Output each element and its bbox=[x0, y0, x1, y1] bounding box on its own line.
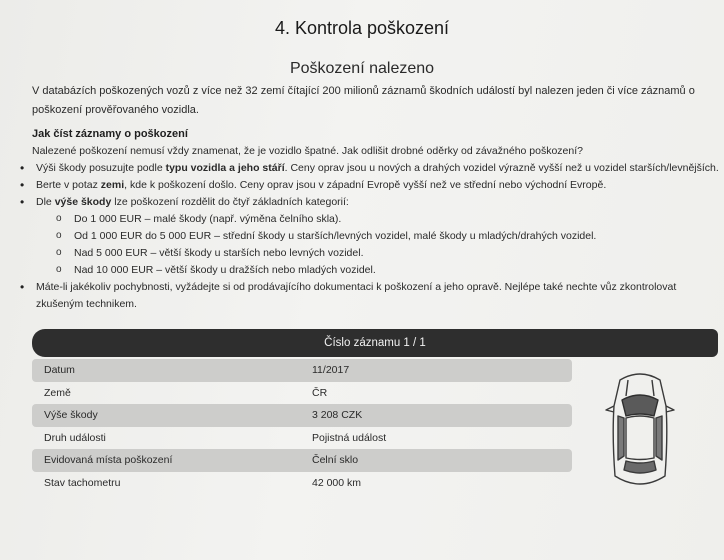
row-label: Stav tachometru bbox=[44, 476, 121, 489]
bullet-bold: zemi bbox=[100, 179, 125, 191]
list-item bbox=[20, 194, 724, 211]
howto-subtitle: Nalezené poškození nemusí vždy znamenat, že je vozidlo špatné. Jak odlišit drobné oděrky od závažného poškození? bbox=[32, 145, 583, 157]
section-subtitle: Poškození nalezeno bbox=[289, 60, 435, 77]
howto-list bbox=[20, 160, 724, 313]
table-row bbox=[32, 449, 572, 472]
record-table bbox=[32, 359, 572, 494]
howto-title: Jak číst záznamy o poškození bbox=[32, 128, 188, 140]
record-header: Číslo záznamu 1 / 1 bbox=[32, 329, 718, 357]
bullet-text: Dle bbox=[36, 196, 55, 208]
category-item: o Nad 10 000 EUR – větší škody u dražších nebo mladých vozidel. bbox=[20, 262, 724, 279]
table-row bbox=[32, 404, 572, 427]
table-row bbox=[32, 427, 572, 450]
row-value: Pojistná událost bbox=[312, 431, 387, 444]
row-value: Čelní sklo bbox=[312, 454, 359, 466]
row-value: 42 000 km bbox=[312, 476, 362, 489]
bullet-bold: typu vozidla a jeho stáří bbox=[165, 162, 285, 174]
page-title: 4. Kontrola poškození bbox=[274, 18, 450, 38]
table-row bbox=[32, 359, 572, 382]
category-item: o Nad 5 000 EUR – větší škody u starších nebo levných vozidel. bbox=[20, 245, 724, 262]
list-item: • Máte-li jakékoliv pochybnosti, vyžádejte si od prodávajícího dokumentaci k poškození a jeho opravě. Nejlépe také nechte vůz zkontrolovat zkušeným technikem. bbox=[20, 279, 724, 313]
row-value: 11/2017 bbox=[312, 364, 350, 376]
row-label: Evidovaná místa poškození bbox=[44, 454, 173, 466]
car-diagram-icon bbox=[598, 366, 682, 496]
list-item bbox=[20, 160, 724, 177]
category-item: o Do 1 000 EUR – malé škody (např. výměna čelního skla). bbox=[20, 211, 724, 228]
bullet-text: . Ceny oprav jsou u nových a drahých vozidel výrazně vyšší než u vozidel starších/levnějších. bbox=[284, 162, 719, 174]
table-row bbox=[32, 472, 572, 495]
row-label: Výše škody bbox=[44, 409, 98, 421]
intro-paragraph: V databázích poškozených vozů z více než 32 zemí čítající 200 milionů záznamů škodních událostí byl nalezen jeden či více záznamů o poškození prověřovaného vozidla. bbox=[32, 85, 695, 116]
row-label: Země bbox=[44, 386, 71, 399]
category-item: o Od 1 000 EUR do 5 000 EUR – střední škody u starších/levných vozidel, malé škody u mladých/drahých vozidel. bbox=[20, 228, 724, 245]
bullet-bold: výše škody bbox=[54, 196, 112, 208]
bullet-text: Berte v potaz bbox=[36, 179, 101, 191]
bullet-text: lze poškození rozdělit do čtyř základních kategorií: bbox=[111, 196, 349, 208]
row-value: ČR bbox=[312, 386, 328, 399]
row-value: 3 208 CZK bbox=[312, 409, 363, 421]
bullet-text: , kde k poškození došlo. Ceny oprav jsou v západní Evropě vyšší než ve střední nebo východní Evropě. bbox=[124, 179, 607, 191]
row-label: Druh události bbox=[44, 431, 106, 444]
table-row bbox=[32, 382, 572, 405]
bullet-text: Výši škody posuzujte podle bbox=[36, 162, 166, 174]
list-item bbox=[20, 177, 724, 194]
row-label: Datum bbox=[44, 364, 75, 376]
